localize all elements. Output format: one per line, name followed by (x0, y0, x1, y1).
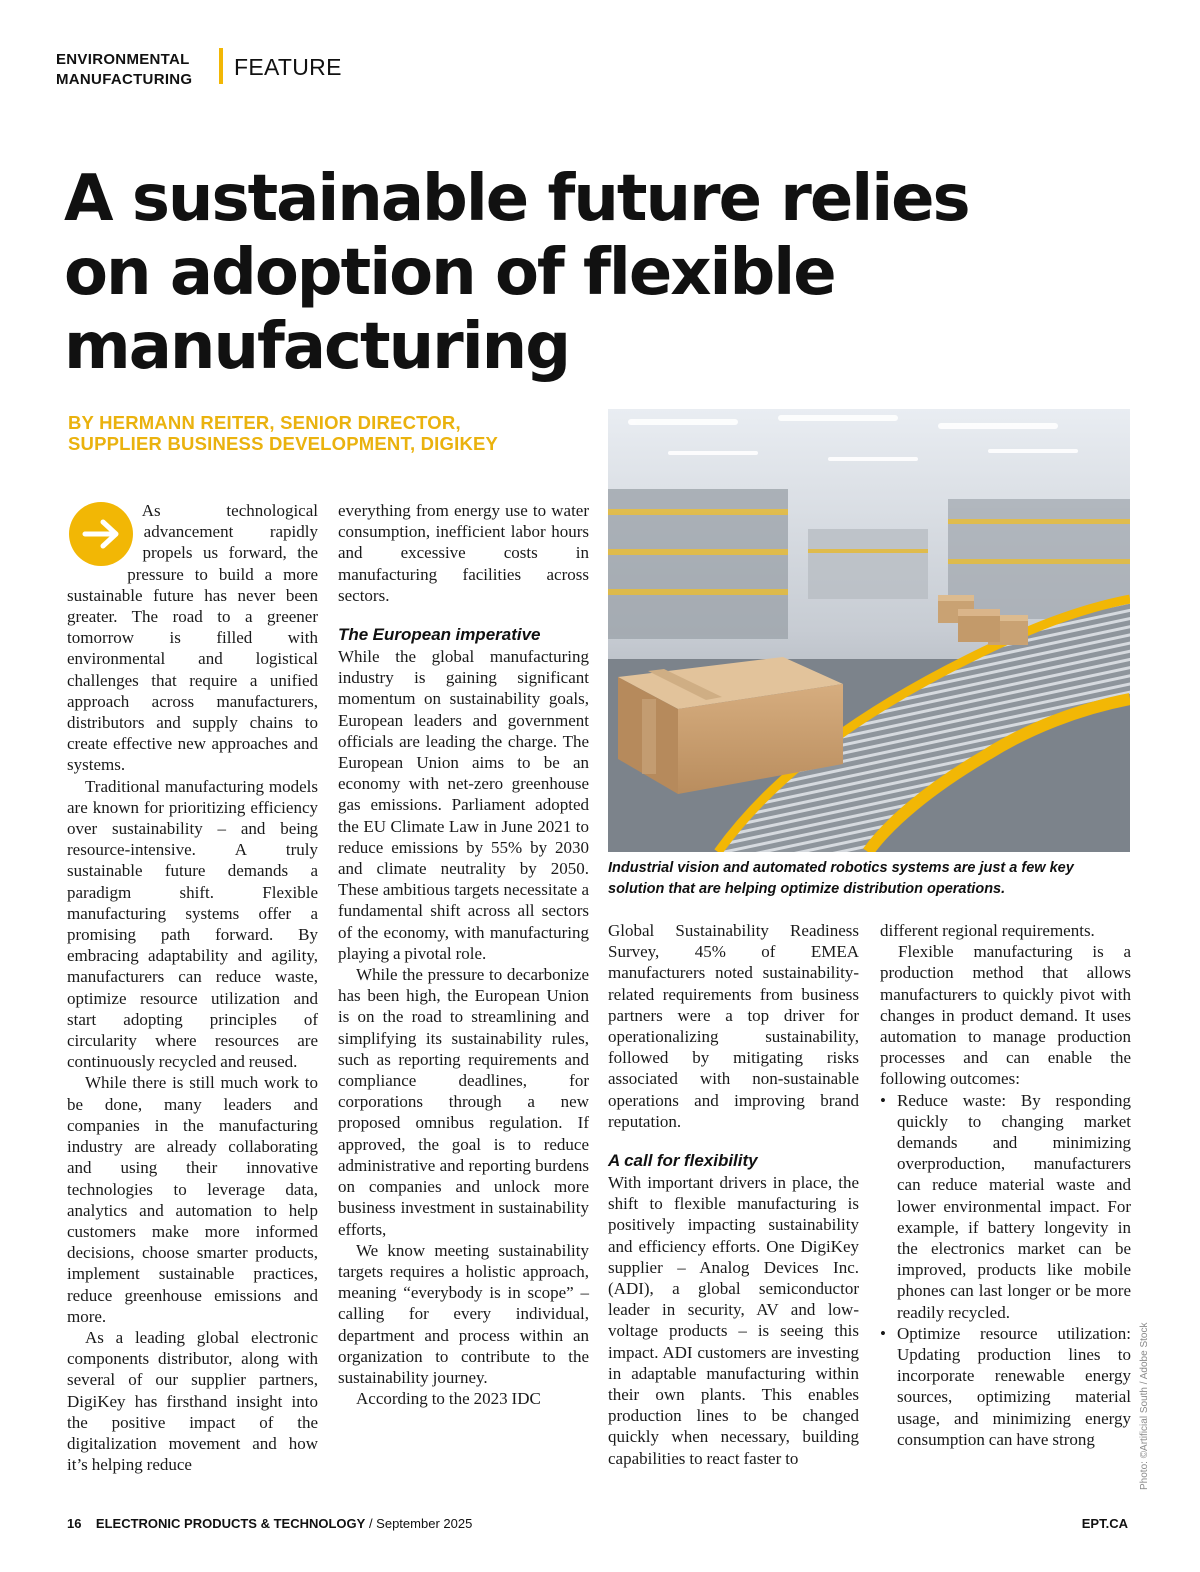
kicker-divider (219, 48, 223, 84)
page-number: 16 (67, 1516, 82, 1531)
body-column-1 (67, 500, 318, 1475)
subheading: A call for flexibility (608, 1151, 758, 1171)
photo-caption: Industrial vision and automated robotics systems are just a few key solution that are helping optimize distribution operations. (608, 860, 1074, 897)
byline (68, 412, 588, 454)
conveyor-photo-graphic (608, 409, 1130, 852)
byline-line-2: SUPPLIER BUSINESS DEVELOPMENT, DIGIKEY (68, 433, 499, 454)
outcomes-list (880, 1090, 1131, 1450)
kicker-line-1: ENVIRONMENTAL (56, 51, 190, 68)
paragraph: As technological advancement rapidly propels us forward, the pressure to build a more sustainable future has never been greater. The road to a greener tomorrow is filled with environmental and logistical challenges that require a unified approach across manufacturers, distributors and supply chains to create effective new approaches and systems. (67, 501, 318, 775)
feature-label: FEATURE (234, 54, 342, 80)
paragraph: While the pressure to decarbonize has been high, the European Union is on the road to streamlining and simplifying its sustainability rules, such as reporting requirements and compliance deadlines, for corporations through a new proposed omnibus regulation. If approved, the goal is to reduce administrative and reporting burdens on companies and unlock more business investment in sustainability efforts, (338, 965, 589, 1239)
paragraph: We know meeting sustainability targets requires a holistic approach, meaning “everybody is in scope” – calling for every individual, department and process within an organization to contribute to the sustainability journey. (338, 1240, 589, 1387)
bullet-icon: • (880, 1323, 886, 1343)
headline-line-3: manufacturing (64, 310, 569, 384)
paragraph: Global Sustainability Readiness Survey, 45% of EMEA manufacturers noted sustainability-related requirements from business partners were a top driver for operationalizing sustainability, followed by mitigating risks associated with non-sustainable operations and improving brand reputation. (608, 921, 859, 1131)
page-footer (67, 1516, 472, 1531)
paragraph: Traditional manufacturing models are known for prioritizing efficiency over sustainability – and being resource-intensive. A truly sustainable future demands a paradigm shift. Flexible manufacturing systems offer a promising path forward. By embracing adaptability and agility, manufacturers can reduce waste, optimize resource utilization and start adopting principles of circularity where resources are continuously recycled and reused. (67, 776, 318, 1072)
list-item (880, 1323, 1131, 1450)
headline-line-2: on adoption of flexible (64, 236, 835, 310)
paragraph: Flexible manufacturing is a production method that allows manufacturers to quickly pivot with changes in product demand. It uses automation to manage production processes and can enable the following outcomes: (880, 942, 1131, 1089)
headline-line-1: A sustainable future relies (64, 162, 969, 236)
conveyor-warehouse-photo (608, 409, 1130, 852)
article-headline (64, 162, 1024, 384)
paragraph: As a leading global electronic components distributor, along with several of our supplier partners, DigiKey has firsthand insight into the positive impact of the digitalization movement and how it’s helping reduce (67, 1327, 318, 1475)
publication-name: ELECTRONIC PRODUCTS & TECHNOLOGY (95, 1516, 366, 1531)
arrow-right-circle-icon (67, 500, 137, 566)
paragraph: everything from energy use to water consumption, inefficient labor hours and excessive costs in manufacturing facilities across sectors. (338, 501, 589, 605)
paragraph: According to the 2023 IDC (356, 1389, 541, 1409)
paragraph: different regional requirements. (880, 921, 1095, 940)
list-item-text: Reduce waste: By responding quickly to changing market demands and minimizing overproduction, manufacturers can reduce material waste and lower environmental impact. For example, if battery longevity in the electronics market can be improved, products like mobile phones can last longer or be more readily recycled. (897, 1090, 1131, 1322)
photo-credit: Photo: ©Artificial South / Adobe Stock (1139, 1322, 1150, 1490)
subheading: The European imperative (338, 625, 541, 645)
paragraph: While there is still much work to be done, many leaders and companies in the manufacturing industry are already collaborating and using their innovative technologies to leverage data, analytics and automation to help customers make more informed decisions, choose smarter products, implement sustainable practices, reduce greenhouse emissions and more. (67, 1073, 318, 1326)
byline-line-1: BY HERMANN REITER, SENIOR DIRECTOR, (68, 412, 461, 433)
bullet-icon: • (880, 1090, 886, 1110)
paragraph: With important drivers in place, the shift to flexible manufacturing is positively impacting sustainability and efficiency efforts. One DigiKey supplier – Analog Devices Inc. (ADI), a global semiconductor leader in security, AV and low-voltage products – is seeing this impact. ADI customers are investing in adaptable manufacturing within their own plants. This enables production lines to be changed quickly when necessary, building capabilities to react faster to (608, 1173, 859, 1468)
issue-date: / September 2025 (368, 1516, 473, 1531)
site-link[interactable]: EPT.CA (1081, 1516, 1128, 1531)
body-column-2 (338, 500, 589, 1409)
list-item-text: Optimize resource utilization: Updating production lines to incorporate renewable energy sources, optimizing material usage, and minimizing energy consumption can have strong (897, 1323, 1131, 1449)
body-column-4 (880, 920, 1131, 1450)
list-item (880, 1090, 1131, 1323)
paragraph: While the global manufacturing industry is gaining significant momentum on sustainability goals, European leaders and government officials are leading the charge. The European Union aims to be an economy with net-zero greenhouse gas emissions. Parliament adopted the EU Climate Law in June 2021 to reduce emissions by 55% by 2030 and climate neutrality by 2050. These ambitious targets necessitate a fundamental shift across all sectors of the economy, with manufacturing playing a pivotal role. (338, 647, 589, 963)
section-kicker (56, 50, 216, 90)
kicker-line-2: MANUFACTURING (56, 71, 193, 88)
body-column-3 (608, 920, 859, 1469)
